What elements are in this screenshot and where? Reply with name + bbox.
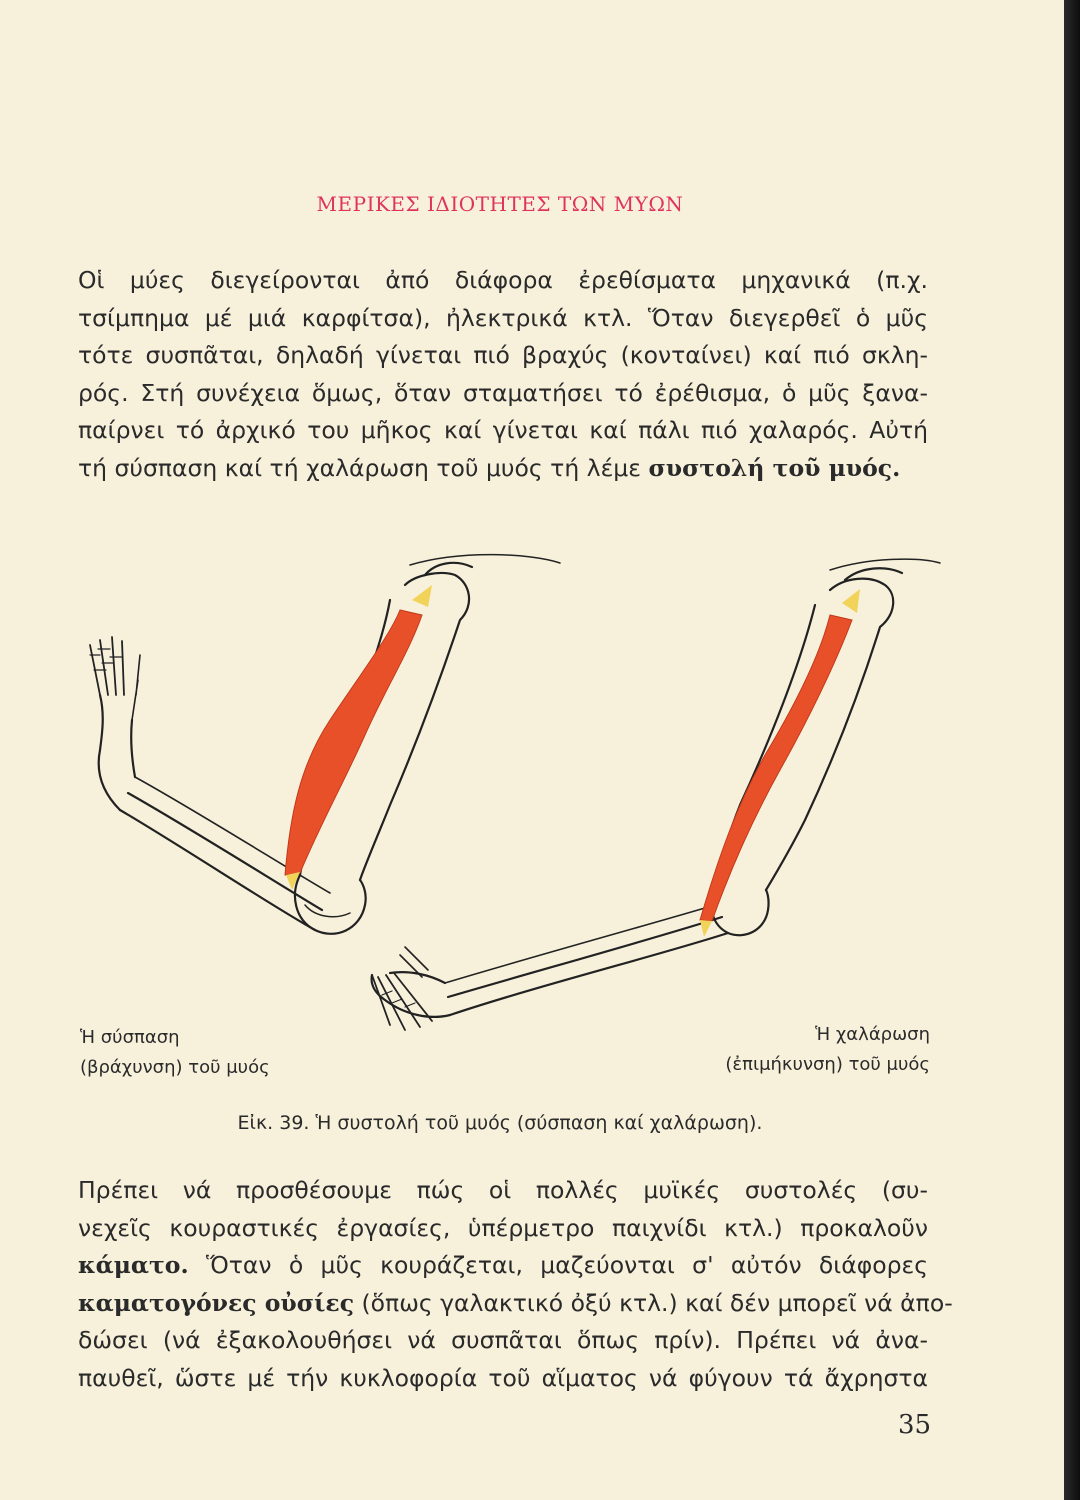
- figure-caption: Εἰκ. 39. Ἡ συστολή τοῦ μυός (σύσπαση καί χαλάρωση).: [237, 1112, 763, 1134]
- caption-line: (ἐπιμήκυνση) τοῦ μυός: [725, 1054, 930, 1075]
- caption-line: (βράχυνση) τοῦ μυός: [80, 1057, 270, 1078]
- hand-outline: [372, 975, 450, 1017]
- forearm-bone: [450, 933, 728, 1015]
- text-segment: τή σύσπαση καί τή χαλάρωση τοῦ μυός τή λέμε: [78, 453, 641, 482]
- text-line: νεχεῖς κουραστικές ἐργασίες, ὑπέρμετρο παιχνίδι κτλ.) προκαλοῦν: [78, 1213, 928, 1242]
- finger-bones: [90, 637, 124, 695]
- bold-term: κάματο.: [78, 1251, 189, 1279]
- elbow-joint: [305, 905, 350, 917]
- forearm-bone: [448, 917, 722, 997]
- caption-relaxed: [680, 1020, 930, 1080]
- page-title: ΜΕΡΙΚΕΣ ΙΔΙΟΤΗΤΕΣ ΤΩΝ ΜΥΩΝ: [316, 192, 684, 216]
- text-line: δώσει (νά ἐξακολουθήσει νά συσπᾶται ὅπως πρίν). Πρέπει νά ἀνα-: [78, 1326, 928, 1354]
- shoulder-outline: [845, 568, 902, 580]
- shoulder-line: [410, 555, 560, 565]
- text-segment: (ὅπως γαλακτικό ὀξύ κτλ.) καί δέν μπορεῖ νά ἀπο-: [361, 1288, 953, 1317]
- text-line: [78, 1285, 953, 1323]
- text-line: ρός. Στή συνέχεια ὅμως, ὅταν σταματήσει τό ἐρέθισμα, ὁ μῦς ξανα-: [78, 378, 928, 407]
- text-segment: Ὅταν ὁ μῦς κουράζεται, μαζεύονται σ' αὐτόν διάφορες: [205, 1251, 928, 1279]
- text-line: παυθεῖ, ὥστε μέ τήν κυκλοφορία τοῦ αἵματος νά φύγουν τά ἄχρηστα: [78, 1363, 928, 1392]
- text-line: παίρνει τό ἀρχικό του μῆκος καί γίνεται καί πάλι πιό χαλαρός. Αὐτή: [78, 416, 928, 444]
- thumb-bones: [132, 655, 140, 720]
- caption-contracted: [80, 1023, 270, 1083]
- caption-line: Ἡ χαλάρωση: [815, 1024, 930, 1045]
- forearm-bone: [445, 905, 715, 983]
- bold-term: καματογόνες οὐσίες: [78, 1288, 355, 1317]
- biceps-relaxed: [700, 589, 860, 937]
- hand-outline: [131, 720, 135, 777]
- text-line: Οἱ μύες διεγείρονται ἀπό διάφορα ἐρεθίσματα μηχανικά (π.χ.: [78, 266, 928, 294]
- text-line: τότε συσπᾶται, δηλαδή γίνεται πιό βραχύς (κονταίνει) καί πιό σκλη-: [78, 341, 928, 369]
- finger-bones: [372, 973, 432, 1030]
- biceps-contracted: [285, 585, 432, 890]
- text-line: [78, 450, 928, 488]
- paragraph-2: [78, 1172, 953, 1397]
- caption-line: Ἡ σύσπαση: [80, 1027, 180, 1048]
- book-binding-edge: [1064, 0, 1080, 1500]
- paragraph-1: [78, 262, 928, 487]
- page-number: 35: [898, 1410, 932, 1440]
- text-line: τσίμπημα μέ μιά καρφίτσα), ἠλεκτρικά κτλ. Ὅταν διεγερθεῖ ὁ μῦς: [78, 303, 928, 332]
- text-line: Πρέπει νά προσθέσουμε πώς οἱ πολλές μυϊκές συστολές (συ-: [78, 1176, 928, 1204]
- muscle-contraction-figure: [60, 545, 960, 1065]
- bold-term: συστολή τοῦ μυός.: [648, 453, 901, 482]
- hand-outline: [99, 695, 120, 810]
- text-line: [78, 1247, 928, 1285]
